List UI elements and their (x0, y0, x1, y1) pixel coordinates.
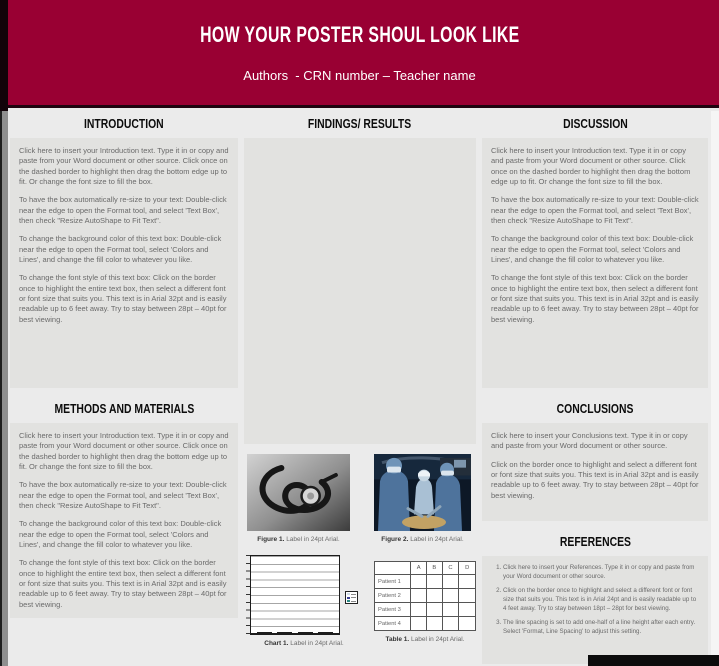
left-edge-strip-top (0, 0, 8, 111)
heading-introduction: INTRODUCTION (84, 116, 164, 131)
table-cell (442, 575, 459, 589)
body-paragraph: Click here to insert your Introduction text. Type it in or copy and paste from your Word document or other source. Click once on the dashed border to highlight then drag the bottom edge up to fit. Or change the font size to fill the box. (491, 146, 691, 187)
findings-placeholder-box[interactable] (244, 138, 476, 444)
stethoscope-image (247, 454, 350, 531)
body-paragraph: To change the background color of this text box: Double-click near the edge to open the Format tool, select 'Colors and Lines', and change the fill color to whatever you like. (491, 234, 694, 265)
surgery-photo[interactable] (374, 454, 471, 531)
body-paragraph: To change the font style of this text box: Click on the border once to highlight the entire text box, then select a different font or font size that suits you. This text is in Arial 32pt and is easily readable up to 6 feet away. Try to stay between 28pt – 40pt for best viewing. (491, 273, 699, 324)
table-header-cell: B (427, 562, 443, 575)
right-edge-strip (711, 111, 719, 666)
heading-conclusions: CONCLUSIONS (556, 401, 634, 416)
chart-bar (267, 632, 272, 633)
table-cell (411, 617, 427, 631)
table-row (375, 603, 476, 617)
chart-bar-group (277, 632, 292, 633)
chart-bar-group (298, 632, 313, 633)
body-paragraph: To change the background color of this text box: Double-click near the edge to open the Format tool, select 'Colors and Lines', and change the fill color to whatever you like. (19, 234, 222, 265)
data-table-block (374, 561, 476, 647)
body-paragraph: Click on the border once to highlight and select a different font or font size that suits you. This text is in Arial 32pt and is easily readable up to 6 feet away. Try to stay between 28pt – 40pt for best viewing. (491, 459, 699, 500)
chart-bar (328, 632, 333, 633)
references-list (491, 564, 699, 637)
chart-bar (308, 632, 313, 633)
reference-item: 2. Click on the border once to highlight and select a different font or font size that suits you. This text is in Arial 24pt and is easily readable up to 4 feet away. Try to stay between 18pt – 28pt for best viewing. (503, 587, 699, 614)
poster-title[interactable]: HOW YOUR POSTER SHOUL LOOK LIKE (199, 22, 520, 47)
figures-row (244, 454, 476, 543)
conclusions-textbox[interactable] (482, 423, 708, 521)
table-header-cell: D (459, 562, 476, 575)
poster-subtitle[interactable]: Authors - CRN number – Teacher name (243, 68, 476, 83)
table-row-label: Patient 2 (375, 589, 411, 603)
table-caption: Table 1. Label in 24pt Arial. (385, 636, 465, 643)
background-window-edge (588, 655, 719, 666)
table-row-label: Patient 4 (375, 617, 411, 631)
table-cell (442, 617, 459, 631)
methods-textbox[interactable] (10, 423, 238, 618)
table-cell (459, 589, 476, 603)
body-paragraph: To change the font style of this text box: Click on the border once to highlight the entire text box, then select a different font or font size that suits you. This text is in Arial 32pt and is easily readable up to 6 feet away. Try to stay between 28pt – 40pt for best viewing. (19, 558, 227, 609)
references-textbox[interactable] (482, 556, 708, 664)
table-cell (442, 603, 459, 617)
table-cell (411, 603, 427, 617)
heading-references: REFERENCES (559, 534, 631, 549)
table-cell (427, 603, 443, 617)
table-row-label: Patient 1 (375, 575, 411, 589)
stethoscope-photo[interactable] (247, 454, 350, 531)
chart-legend (345, 591, 358, 604)
table-row (375, 575, 476, 589)
table-header-cell: A (411, 562, 427, 575)
figure1-caption: Figure 1. Label in 24pt Arial. (257, 536, 340, 543)
header-band (0, 0, 719, 108)
reference-item: 3. The line spacing is set to add one-half of a line height after each entry. Select 'Format, Line Spacing' to adjust this setting. (503, 619, 699, 637)
data-table[interactable] (374, 561, 476, 631)
chart-table-row (244, 555, 476, 647)
surgery-image (374, 454, 471, 531)
body-paragraph: Click here to insert your Conclusions text. Type it in or copy and paste from your Word document or other source. (491, 431, 688, 451)
column-left (10, 113, 238, 618)
body-paragraph: To change the background color of this text box: Double-click near the edge to open the Format tool, select 'Colors and Lines', and change the fill color to whatever you like. (19, 519, 222, 550)
heading-methods: METHODS AND MATERIALS (54, 401, 194, 416)
heading-discussion: DISCUSSION (562, 116, 628, 131)
table-cell (459, 617, 476, 631)
table-cell (411, 589, 427, 603)
heading-findings: FINDINGS/ RESULTS (308, 116, 412, 131)
chart-plot (251, 556, 339, 633)
body-paragraph: Click here to insert your Introduction text. Type it in or copy and paste from your Word document or other source. Click once on the dashed border to highlight then drag the bottom edge up to fit. Or change the font size to fill the box. (19, 431, 229, 472)
body-paragraph: To have the box automatically re-size to your text: Double-click near the edge to open the Format tool, and select 'Text Box', then check "Resize AutoShape to Fit Text". (19, 195, 227, 226)
table-header-cell (375, 562, 411, 575)
body-paragraph: Click here to insert your Introduction text. Type it in or copy and paste from your Word document or other source. Click once on the dashed border to highlight then drag the bottom edge up to fit. Or change the font size to fill the box. (19, 146, 229, 187)
table-header-row (375, 562, 476, 575)
chart-legend-entry (347, 600, 356, 602)
table-header-cell: C (442, 562, 459, 575)
chart-bar-group (257, 632, 272, 633)
column-middle (244, 113, 476, 647)
table-row-label: Patient 3 (375, 603, 411, 617)
figure2-caption: Figure 2. Label in 24pt Arial. (381, 536, 464, 543)
table-cell (427, 589, 443, 603)
table-cell (442, 589, 459, 603)
table-row (375, 589, 476, 603)
chart-bar-group (318, 632, 333, 633)
body-paragraph: To have the box automatically re-size to your text: Double-click near the edge to open the Format tool, and select 'Text Box', then check "Resize AutoShape to Fit Text". (491, 195, 699, 226)
table-cell (459, 603, 476, 617)
table-cell (427, 575, 443, 589)
bar-chart[interactable] (244, 555, 364, 647)
chart-legend-entry (347, 597, 356, 599)
chart-legend-entry (347, 593, 356, 595)
table-row (375, 617, 476, 631)
table-cell (427, 617, 443, 631)
introduction-textbox[interactable] (10, 138, 238, 388)
chart-caption: Chart 1. Label in 24pt Arial. (264, 640, 344, 647)
discussion-textbox[interactable] (482, 138, 708, 388)
table-cell (411, 575, 427, 589)
chart-plot-area (250, 555, 340, 635)
left-edge-strip-bottom (0, 111, 8, 666)
table-cell (459, 575, 476, 589)
figure2-block (374, 454, 471, 543)
figure1-block (247, 454, 350, 543)
reference-item: 1. Click here to insert your References. Type it in or copy and paste from your Word document or other source. (503, 564, 699, 582)
column-right (482, 113, 708, 664)
chart-bar (287, 632, 292, 633)
body-paragraph: To have the box automatically re-size to your text: Double-click near the edge to open the Format tool, and select 'Text Box', then check "Resize AutoShape to Fit Text". (19, 480, 227, 511)
body-paragraph: To change the font style of this text box: Click on the border once to highlight the entire text box, then select a different font or font size that suits you. This text is in Arial 32pt and is easily readable up to 6 feet away. Try to stay between 28pt – 40pt for best viewing. (19, 273, 227, 324)
